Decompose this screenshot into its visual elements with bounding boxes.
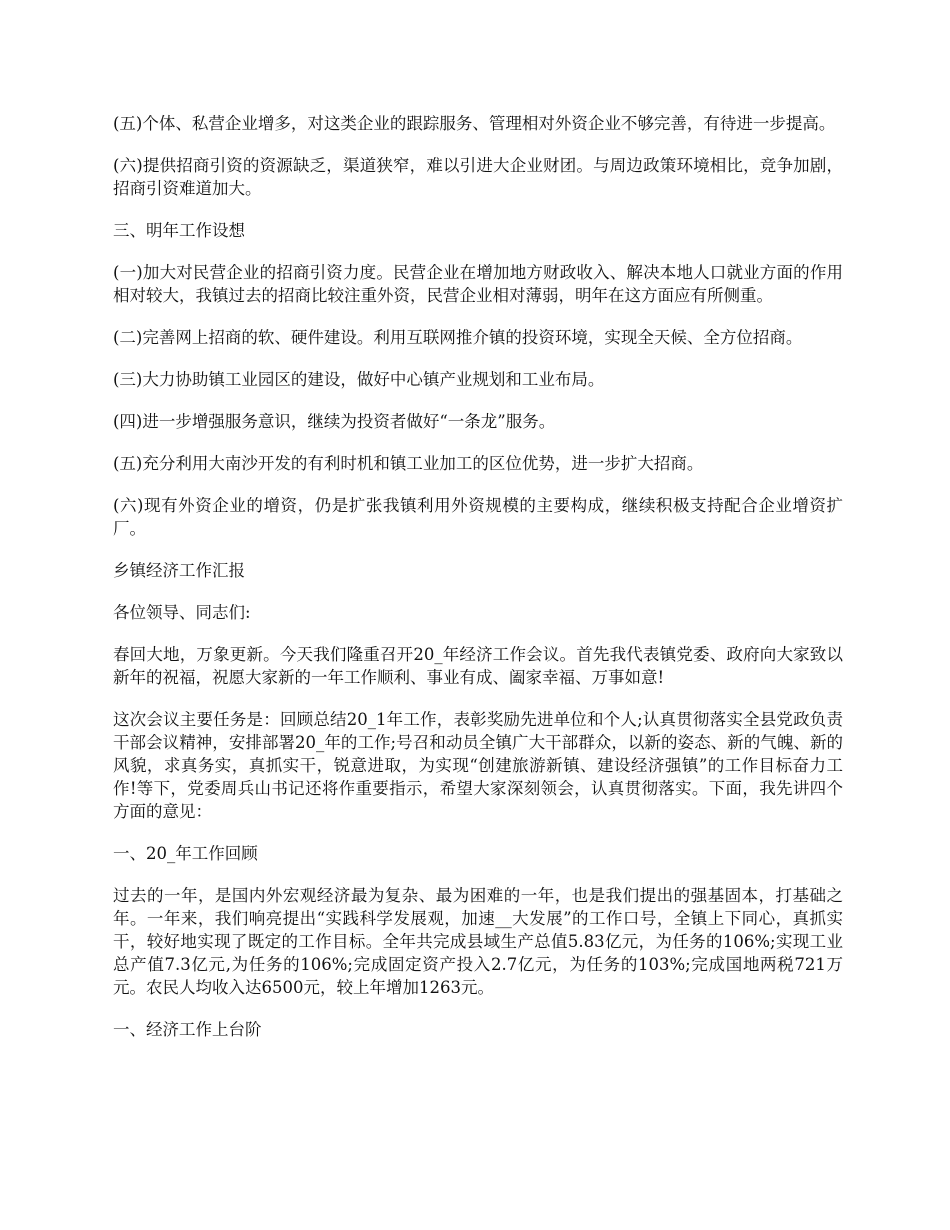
paragraph-weakness-5: (五)个体、私营企业增多，对这类企业的跟踪服务、管理相对外资企业不够完善，有待进一步提高。 (113, 114, 836, 133)
report-title: 乡镇经济工作汇报 (113, 561, 245, 580)
section-heading-economic-work: 一、经济工作上台阶 (113, 1020, 262, 1039)
paragraph-plan-6: (六)现有外资企业的增资，仍是扩张我镇利用外资规模的主要构成，继续积极支持配合企业增资扩厂。 (113, 496, 843, 538)
paragraph-plan-4: (四)进一步增强服务意识，继续为投资者做好“一条龙”服务。 (113, 412, 556, 431)
section-heading-next-year-plan: 三、明年工作设想 (113, 221, 245, 240)
paragraph-plan-5: (五)充分利用大南沙开发的有利时机和镇工业加工的区位优势，进一步扩大招商。 (113, 454, 704, 473)
salutation: 各位领导、同志们: (113, 603, 251, 622)
paragraph-plan-2: (二)完善网上招商的软、硬件建设。利用互联网推介镇的投资环境，实现全天候、全方位招商。 (113, 328, 803, 347)
paragraph-plan-1: (一)加大对民营企业的招商引资力度。民营企业在增加地方财政收入、解决本地人口就业方面的作用相对较大，我镇过去的招商比较注重外资，民营企业相对薄弱，明年在这方面应有所侧重。 (113, 263, 843, 305)
paragraph-weakness-6: (六)提供招商引资的资源缺乏，渠道狭窄，难以引进大企业财团。与周边政策环境相比，竞争加剧，招商引资难道加大。 (113, 156, 843, 198)
paragraph-year-review: 过去的一年，是国内外宏观经济最为复杂、最为困难的一年，也是我们提出的强基固本，打基础之年。一年来，我们响亮提出“实践科学发展观，加速__大发展”的工作口号，全镇上下同心，真抓实干，较好地实现了既定的工作目标。全年共完成县域生产总值5.83亿元，为任务的106%;实现工业总产值7.3亿元,为任务的106%;完成固定资产投入2.7亿元，为任务的103%;完成国地两税721万元。农民人均收入达6500元，较上年增加1263元。 (113, 886, 843, 997)
paragraph-meeting-tasks: 这次会议主要任务是：回顾总结20_1年工作，表彰奖励先进单位和个人;认真贯彻落实全县党政负责干部会议精神，安排部署20_年的工作;号召和动员全镇广大干部群众，以新的姿态、新的气魄、新的风貌，求真务实，真抓实干，锐意进取，为实现“创建旅游新镇、建设经济强镇”的工作目标奋力工作!等下，党委周兵山书记还将作重要指示，希望大家深刻领会，认真贯彻落实。下面，我先讲四个方面的意见： (113, 710, 843, 821)
paragraph-opening: 春回大地，万象更新。今天我们隆重召开20_年经济工作会议。首先我代表镇党委、政府向大家致以新年的祝福，祝愿大家新的一年工作顺利、事业有成、阖家幸福、万事如意! (113, 645, 843, 687)
paragraph-plan-3: (三)大力协助镇工业园区的建设，做好中心镇产业规划和工业布局。 (113, 370, 605, 389)
document-page (113, 112, 843, 1060)
section-heading-year-review: 一、20_年工作回顾 (113, 844, 258, 863)
